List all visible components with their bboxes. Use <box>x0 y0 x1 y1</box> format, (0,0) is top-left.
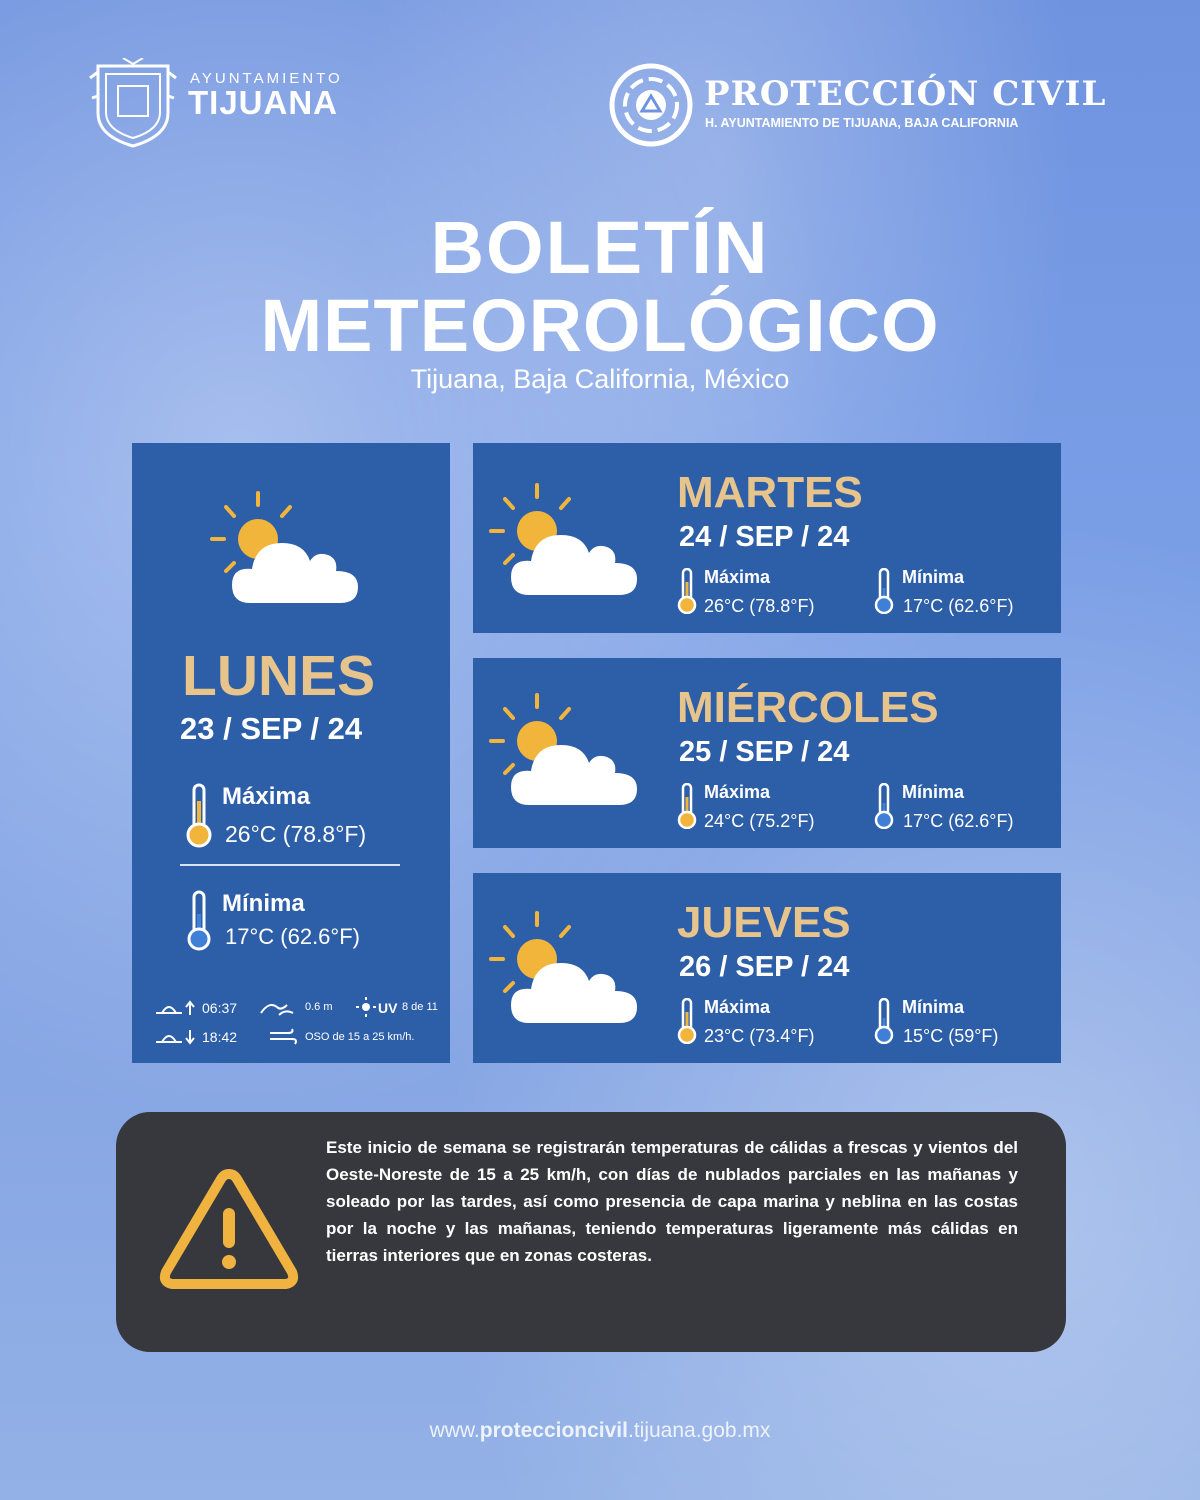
sunrise-time: 06:37 <box>202 1000 238 1016</box>
wind-icon <box>268 1027 298 1045</box>
thermometer-hot-icon <box>184 783 214 849</box>
proteccion-civil-title: PROTECCIÓN CIVIL <box>704 74 1107 114</box>
website-suffix: .tijuana.gob.mx <box>627 1419 771 1442</box>
max-value: 26°C (78.8°F) <box>225 821 367 847</box>
max-value: 24°C (75.2°F) <box>704 811 815 831</box>
uv-value: 8 de 11 <box>402 1001 438 1013</box>
min-value: 17°C (62.6°F) <box>225 924 360 949</box>
partly-cloudy-icon <box>208 491 368 609</box>
partly-cloudy-icon <box>487 483 647 601</box>
location-subtitle: Tijuana, Baja California, México <box>410 364 790 394</box>
tijuana-logo-title: TIJUANA <box>188 84 339 121</box>
max-label: Máxima <box>222 783 311 810</box>
forecast-card-jueves <box>473 873 1061 1063</box>
website-prefix: www. <box>429 1419 480 1442</box>
max-label: Máxima <box>704 997 771 1017</box>
warning-text: Este inicio de semana se registrarán temperaturas de cálidas a frescas y vientos del Oeste-Noreste de 15 a 25 km/h, con días de nublados parciales en las mañanas y soleado por las tardes, así como presencia de capa marina y neblina en las costas por la noche y las mañanas, teniendo temperaturas ligeramente más cálidas en tierras interiores que en zonas costeras. <box>326 1138 1018 1265</box>
thermometer-cold-icon <box>873 998 895 1044</box>
day-date: 24 / SEP / 24 <box>679 521 850 553</box>
warning-icon <box>158 1164 300 1294</box>
day-name: LUNES <box>182 644 376 708</box>
uv-sun-icon <box>356 997 376 1017</box>
day-date: 26 / SEP / 24 <box>679 951 850 983</box>
divider <box>180 864 400 866</box>
wave-icon <box>259 997 295 1017</box>
min-label: Mínima <box>222 890 305 917</box>
max-label: Máxima <box>704 567 771 587</box>
day-name: MARTES <box>677 468 863 517</box>
partly-cloudy-icon <box>487 693 647 811</box>
thermometer-cold-icon <box>184 890 214 952</box>
page-title-line2: METEOROLÓGICO <box>260 284 940 367</box>
partly-cloudy-icon <box>487 911 647 1029</box>
day-date: 23 / SEP / 24 <box>180 711 363 746</box>
wave-height: 0.6 m <box>305 1001 333 1013</box>
sunset-icon <box>152 1026 196 1046</box>
min-value: 17°C (62.6°F) <box>903 596 1014 616</box>
max-value: 26°C (78.8°F) <box>704 596 815 616</box>
proteccion-civil-subtitle: H. AYUNTAMIENTO DE TIJUANA, BAJA CALIFORNIA <box>705 116 1019 130</box>
page-title-line1: BOLETÍN <box>430 206 770 289</box>
thermometer-hot-icon <box>676 783 698 829</box>
day-name: JUEVES <box>677 898 851 947</box>
tijuana-logo-subtitle: AYUNTAMIENTO <box>190 70 343 87</box>
min-label: Mínima <box>902 997 965 1017</box>
uv-label: UV <box>378 1000 398 1016</box>
max-value: 23°C (73.4°F) <box>704 1026 815 1046</box>
tijuana-logo <box>88 58 378 153</box>
wind-info: OSO de 15 a 25 km/h. <box>305 1031 415 1043</box>
min-label: Mínima <box>902 567 965 587</box>
website-domain: proteccioncivil <box>479 1419 628 1442</box>
max-label: Máxima <box>704 782 771 802</box>
day-date: 25 / SEP / 24 <box>679 736 850 768</box>
thermometer-cold-icon <box>873 783 895 829</box>
forecast-card-miercoles <box>473 658 1061 848</box>
min-value: 17°C (62.6°F) <box>903 811 1014 831</box>
thermometer-hot-icon <box>676 998 698 1044</box>
warning-box <box>116 1112 1066 1352</box>
thermometer-cold-icon <box>873 568 895 614</box>
forecast-card-martes <box>473 443 1061 633</box>
proteccion-civil-emblem-icon <box>608 62 694 148</box>
sunrise-icon <box>152 997 196 1017</box>
min-label: Mínima <box>902 782 965 802</box>
day-name: MIÉRCOLES <box>677 683 939 732</box>
website-link[interactable] <box>0 1419 1200 1443</box>
sunset-time: 18:42 <box>202 1029 238 1045</box>
tijuana-shield-icon <box>88 58 178 150</box>
thermometer-hot-icon <box>676 568 698 614</box>
forecast-card-today <box>132 443 450 1063</box>
proteccion-civil-logo <box>608 62 1128 152</box>
min-value: 15°C (59°F) <box>903 1026 999 1046</box>
